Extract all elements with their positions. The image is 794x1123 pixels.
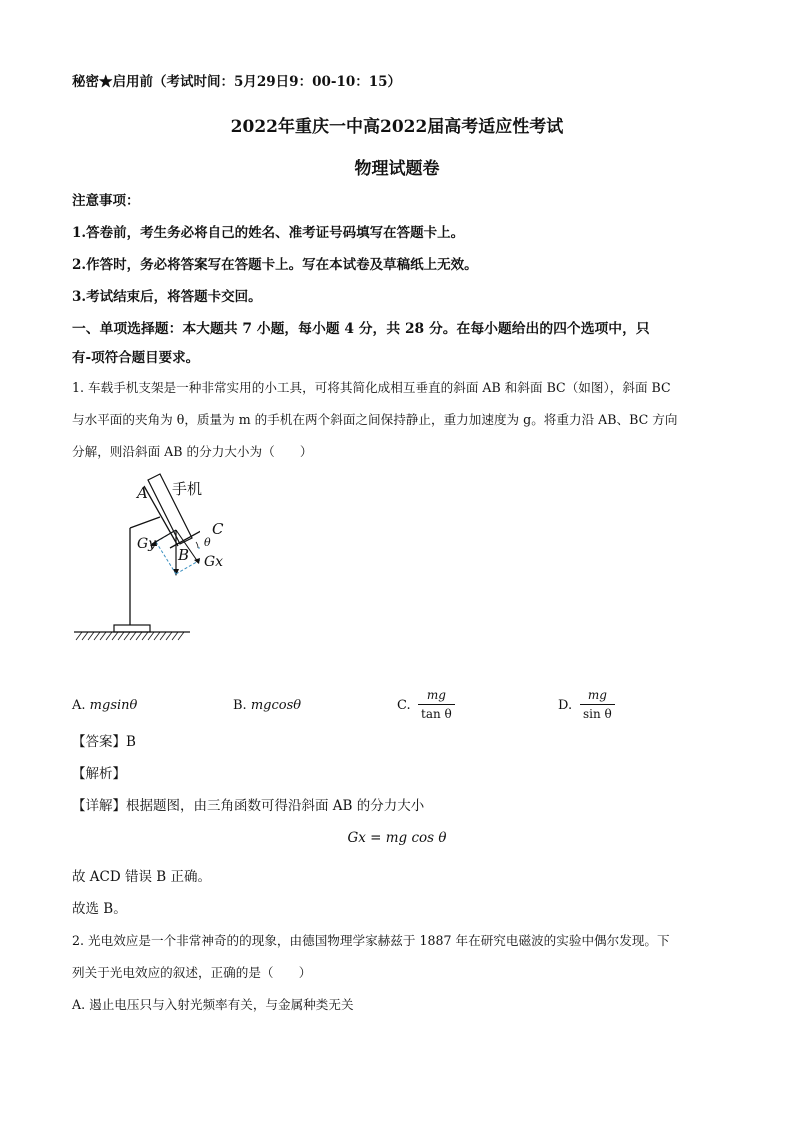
- option-label: D.: [558, 698, 573, 713]
- q1-option-d-fraction: [580, 688, 615, 721]
- fraction-bar: [418, 704, 455, 705]
- q1-option-b[interactable]: [233, 696, 301, 716]
- note-item: 3.考试结束后，将答题卡交回。: [72, 289, 262, 305]
- note-item: 1.答卷前，考生务必将自己的姓名、准考证号码填写在答题卡上。: [72, 225, 465, 241]
- figure-label-b: B: [178, 546, 190, 564]
- figure-label-theta: θ: [204, 536, 211, 549]
- q1-text-line: 分解，则沿斜面 AB 的分力大小为（ ）: [72, 444, 313, 459]
- fraction-denominator: sin θ: [583, 707, 612, 721]
- fraction-numerator: mg: [426, 688, 446, 702]
- q2-option-a[interactable]: A. 遏止电压只与入射光频率有关，与金属种类无关: [72, 997, 354, 1012]
- q1-option-c-fraction: [418, 688, 455, 721]
- q1-analysis: 【解析】: [72, 766, 126, 782]
- exam-subtitle: 物理试题卷: [354, 159, 440, 179]
- q1-option-c[interactable]: [397, 696, 411, 716]
- secret-line: 秘密★启用前（考试时间：5月29日9：00-10：15）: [72, 74, 402, 90]
- note-item: 2.作答时，务必将答案写在答题卡上。写在本试卷及草稿纸上无效。: [72, 257, 478, 273]
- section-heading: 一、单项选择题：本大题共 7 小题，每小题 4 分，共 28 分。在每小题给出的四个选项中，只: [72, 321, 650, 337]
- q1-conclusion: 故选 B。: [72, 901, 127, 917]
- section-heading-cont: 有-项符合题目要求。: [72, 350, 200, 366]
- exam-title: 2022年重庆一中高2022届高考适应性考试: [230, 117, 564, 137]
- q1-text-line: 与水平面的夹角为 θ，质量为 m 的手机在两个斜面之间保持静止，重力加速度为 g。将重力沿 AB、BC 方向: [72, 412, 678, 427]
- q1-answer: 【答案】B: [72, 734, 136, 750]
- figure-label-a: A: [137, 484, 148, 502]
- q1-formula: Gx = mg cos θ: [347, 830, 447, 846]
- q1-option-d[interactable]: [558, 696, 572, 716]
- q1-option-a[interactable]: [72, 696, 137, 716]
- q1-conclusion: 故 ACD 错误 B 正确。: [72, 869, 211, 885]
- option-text: mgcosθ: [250, 698, 302, 713]
- figure-label-gy: Gy: [137, 536, 157, 552]
- option-label: B.: [233, 698, 247, 713]
- figure-label-phone: 手机: [172, 480, 203, 498]
- option-text: mgsinθ: [89, 698, 138, 713]
- notes-heading: 注意事项：: [72, 193, 140, 209]
- option-label: C.: [397, 698, 411, 713]
- figure-label-c: C: [212, 520, 224, 538]
- q2-text-line: 列关于光电效应的叙述，正确的是（ ）: [72, 965, 312, 980]
- fraction-denominator: tan θ: [421, 707, 452, 721]
- figure-label-gx: Gx: [204, 554, 224, 570]
- option-label: A.: [72, 698, 86, 713]
- fraction-bar: [580, 704, 615, 705]
- q2-text-line: 2. 光电效应是一个非常神奇的的现象，由德国物理学家赫兹于 1887 年在研究电磁波的实验中偶尔发现。下: [72, 933, 670, 948]
- fraction-numerator: mg: [587, 688, 607, 702]
- q1-detail: 【详解】根据题图，由三角函数可得沿斜面 AB 的分力大小: [72, 798, 425, 814]
- q1-text-line: 1. 车载手机支架是一种非常实用的小工具，可将其简化成相互垂直的斜面 AB 和斜面 BC（如图），斜面 BC: [72, 380, 671, 395]
